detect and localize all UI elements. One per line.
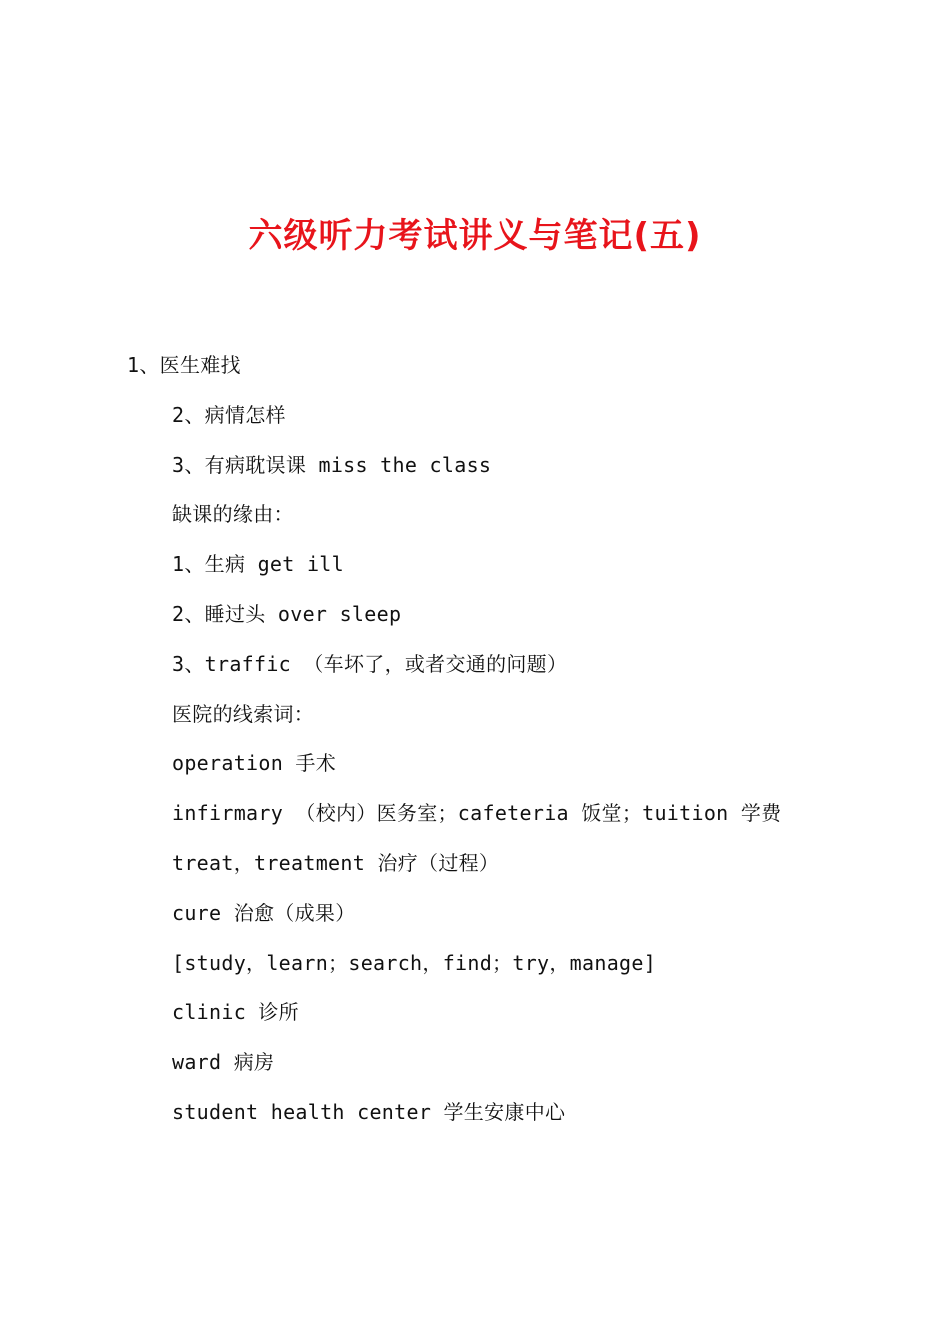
document-body	[0, 345, 950, 1142]
body-line: 2、病情怎样	[172, 402, 286, 427]
body-line: [study，learn；search，find；try，manage]	[172, 950, 657, 975]
body-line: 3、traffic （车坏了，或者交通的问题）	[172, 651, 568, 676]
body-line: cure 治愈（成果）	[172, 900, 356, 925]
body-line: 2、睡过头 over sleep	[172, 601, 402, 626]
body-line: operation 手术	[172, 751, 337, 776]
body-line: 1、生病 get ill	[172, 552, 344, 577]
body-line: clinic 诊所	[172, 1000, 299, 1025]
body-line: treat，treatment 治疗（过程）	[172, 850, 500, 875]
document-title: 六级听力考试讲义与笔记(五)	[248, 216, 702, 256]
body-line: ward 病房	[172, 1050, 275, 1075]
body-line: infirmary （校内）医务室；cafeteria 饭堂；tuition 学费	[172, 801, 782, 826]
body-line: student health center 学生安康中心	[172, 1099, 566, 1124]
body-line: 缺课的缘由：	[172, 502, 294, 527]
body-line: 医院的线索词：	[172, 701, 315, 726]
body-line: 1、医生难找	[127, 353, 241, 377]
body-line: 3、有病耽误课 miss the class	[172, 452, 492, 477]
